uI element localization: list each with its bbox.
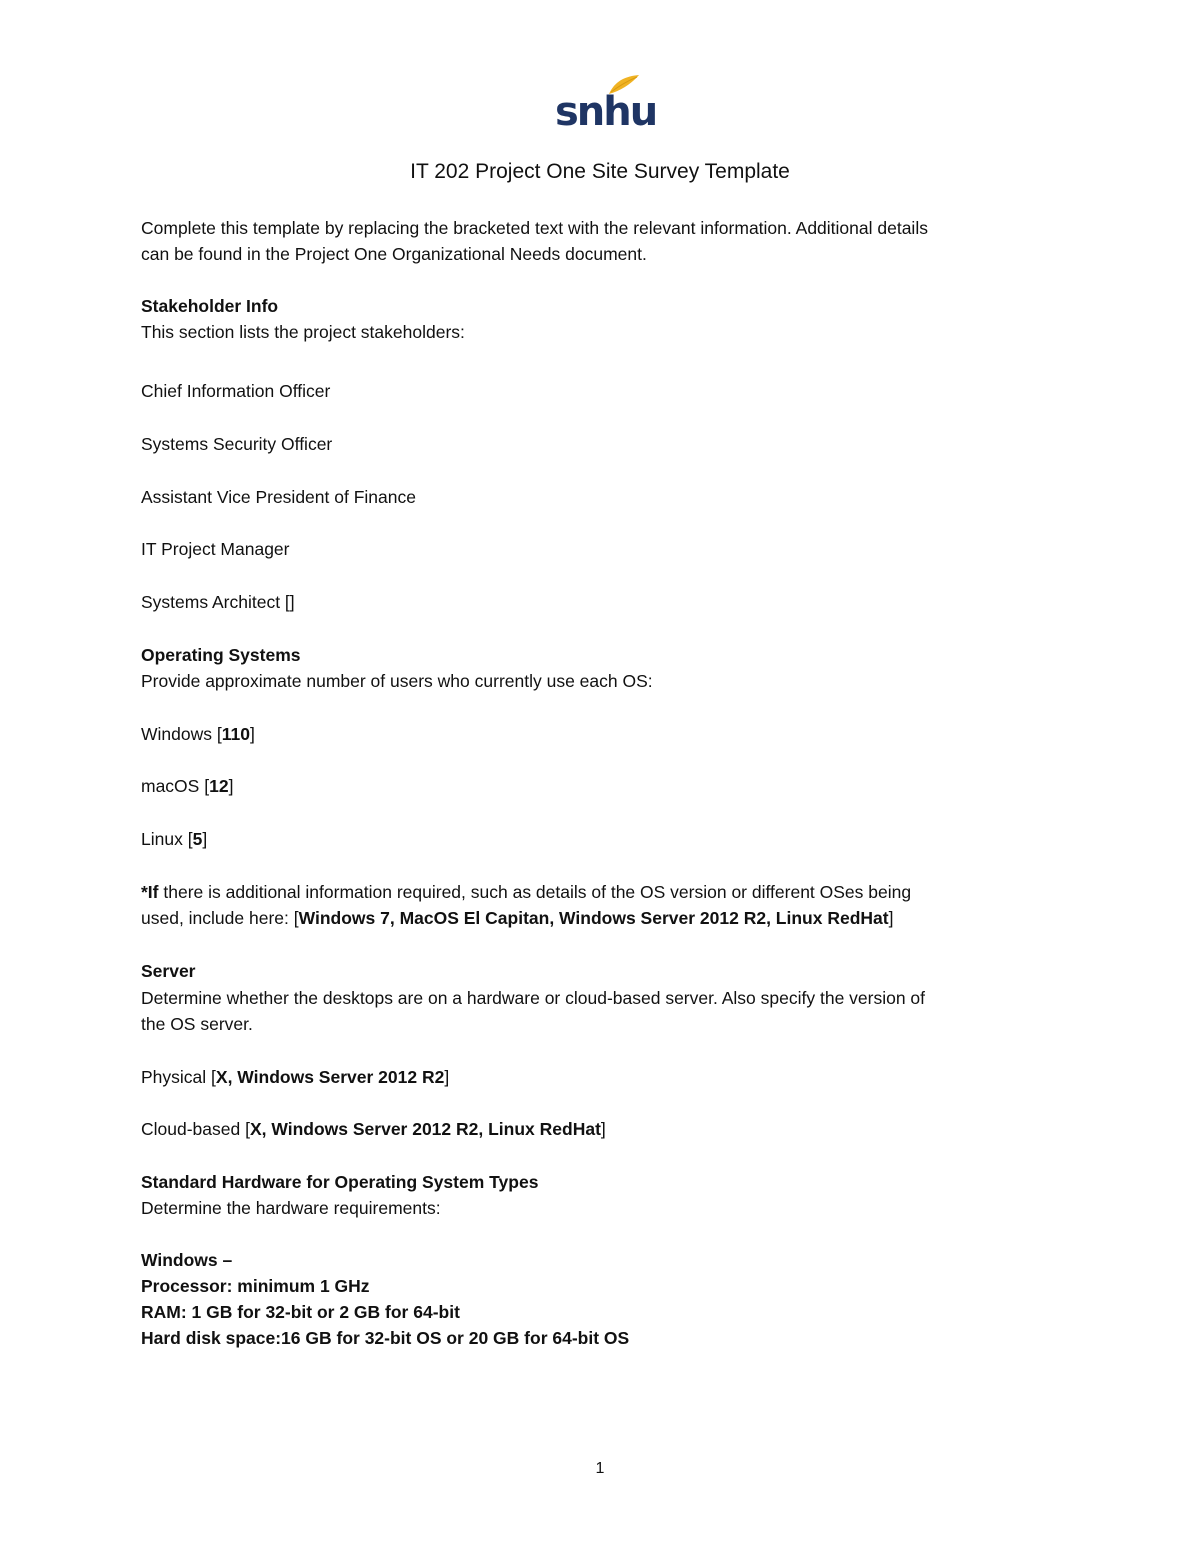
os-note xyxy=(141,879,1061,931)
stakeholder-item: Assistant Vice President of Finance xyxy=(141,487,416,507)
os-note-text: used, include here: [ xyxy=(141,908,299,928)
os-linux-row: Linux [5] xyxy=(141,829,208,849)
bracket-close: ] xyxy=(888,908,894,928)
os-macos-label: macOS xyxy=(141,776,200,796)
stakeholder-item: Systems Architect [] xyxy=(141,592,295,612)
stakeholder-heading: Stakeholder Info xyxy=(141,296,279,316)
os-heading: Operating Systems xyxy=(141,645,301,665)
os-linux-value: 5 xyxy=(192,829,203,849)
page-number: 1 xyxy=(595,1460,605,1477)
os-windows-label: Windows xyxy=(141,724,212,744)
server-description-line: the OS server. xyxy=(141,1014,253,1034)
os-macos-row: macOS [12] xyxy=(141,776,234,796)
server-physical-label: Physical xyxy=(141,1067,207,1087)
stakeholder-item: Chief Information Officer xyxy=(141,381,331,401)
server-cloud-label: Cloud-based xyxy=(141,1119,241,1139)
stakeholder-item: Systems Security Officer xyxy=(141,434,333,454)
hardware-processor: Processor: minimum 1 GHz xyxy=(141,1276,370,1296)
os-note-text: there is additional information required, such as details of the OS version or different OSes being xyxy=(158,882,912,902)
server-cloud-value: X, Windows Server 2012 R2, Linux RedHat xyxy=(249,1119,601,1139)
server-heading: Server xyxy=(141,961,196,981)
page-title: IT 202 Project One Site Survey Template xyxy=(410,160,790,183)
hardware-description: Determine the hardware requirements: xyxy=(141,1198,441,1218)
hardware-windows-title: Windows – xyxy=(141,1250,233,1270)
hardware-disk: Hard disk space:16 GB for 32-bit OS or 20 GB for 64-bit OS xyxy=(141,1328,630,1348)
server-physical-row: Physical [X, Windows Server 2012 R2] xyxy=(141,1067,450,1087)
stakeholder-description: This section lists the project stakeholders: xyxy=(141,322,465,342)
os-windows-value: 110 xyxy=(221,724,250,744)
os-description: Provide approximate number of users who currently use each OS: xyxy=(141,671,653,691)
intro-line: can be found in the Project One Organizational Needs document. xyxy=(141,244,647,264)
os-note-prefix: *If xyxy=(141,882,159,902)
leaf-icon xyxy=(607,74,641,96)
hardware-heading: Standard Hardware for Operating System Types xyxy=(141,1172,539,1192)
os-note-value: Windows 7, MacOS El Capitan, Windows Server 2012 R2, Linux RedHat xyxy=(298,908,889,928)
os-macos-value: 12 xyxy=(209,776,229,796)
logo-text: snhu xyxy=(555,89,657,135)
intro-line: Complete this template by replacing the bracketed text with the relevant information. Additional details xyxy=(141,218,928,238)
hardware-windows-block xyxy=(141,1247,1061,1351)
hardware-ram: RAM: 1 GB for 32-bit or 2 GB for 64-bit xyxy=(141,1302,460,1322)
os-linux-label: Linux xyxy=(141,829,183,849)
os-windows-row: Windows [110] xyxy=(141,724,255,744)
snhu-logo xyxy=(555,74,657,135)
server-physical-value: X, Windows Server 2012 R2 xyxy=(215,1067,445,1087)
server-description xyxy=(141,985,1061,1037)
intro-paragraph xyxy=(141,215,1061,267)
server-cloud-row: Cloud-based [X, Windows Server 2012 R2, Linux RedHat] xyxy=(141,1119,606,1139)
stakeholder-item: IT Project Manager xyxy=(141,539,290,559)
server-description-line: Determine whether the desktops are on a hardware or cloud-based server. Also specify the version of xyxy=(141,988,926,1008)
